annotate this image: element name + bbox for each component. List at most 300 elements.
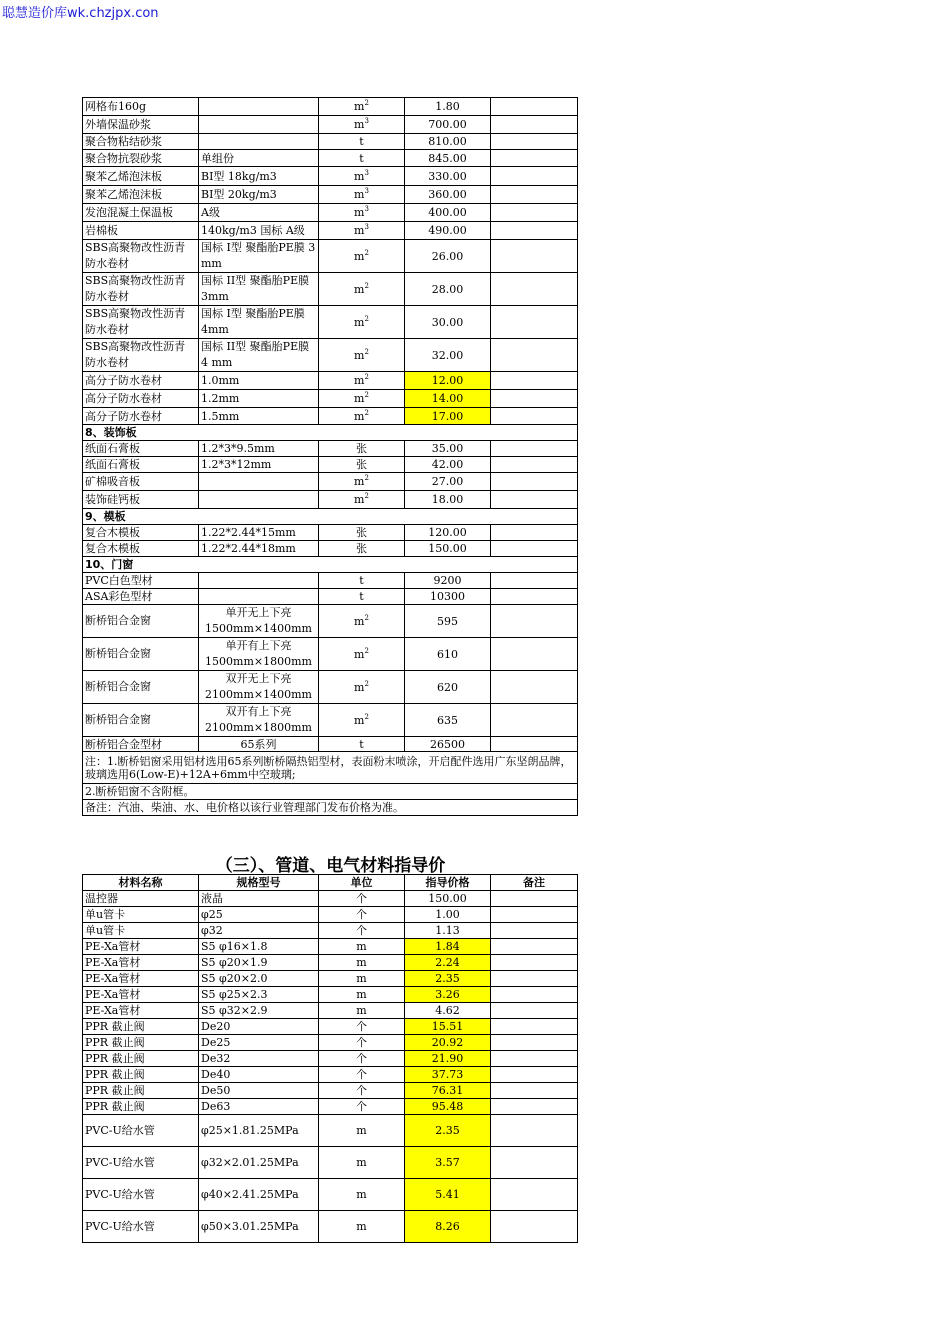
remark [491, 638, 578, 671]
material-name: 单u管卡 [83, 907, 199, 923]
price: 15.51 [405, 1019, 491, 1035]
material-name: 发泡混凝土保温板 [83, 204, 199, 222]
unit-exponent: 2 [364, 373, 369, 381]
unit-exponent: 3 [364, 205, 369, 213]
unit-text: m [354, 348, 365, 362]
price: 1.80 [405, 98, 491, 116]
unit-exponent: 2 [364, 391, 369, 399]
material-name: 断桥铝合金窗 [83, 638, 199, 671]
price: 28.00 [405, 273, 491, 306]
price: 620 [405, 671, 491, 704]
remark [491, 671, 578, 704]
remark [491, 186, 578, 204]
unit: 个 [319, 1035, 405, 1051]
unit-exponent: 2 [364, 679, 369, 688]
table-row [83, 273, 578, 306]
spec: De63 [199, 1099, 319, 1115]
table-row [83, 1179, 578, 1211]
unit: m [319, 971, 405, 987]
unit: m [319, 1211, 405, 1243]
remark [491, 923, 578, 939]
unit [319, 737, 405, 752]
unit-text: m [354, 224, 365, 237]
unit [319, 204, 405, 222]
material-name: PPR 截止阀 [83, 1099, 199, 1115]
remark [491, 306, 578, 339]
material-name: PE-Xa管材 [83, 987, 199, 1003]
unit: m [319, 1115, 405, 1147]
remark [491, 441, 578, 457]
remark [491, 955, 578, 971]
unit-exponent: 2 [364, 281, 369, 290]
unit-text: m [354, 680, 365, 694]
table-row [83, 1099, 578, 1115]
material-name: PVC白色型材 [83, 573, 199, 589]
header-remark: 备注 [491, 875, 578, 891]
table-header-row [83, 875, 578, 891]
price: 26500 [405, 737, 491, 752]
material-name: PPR 截止阀 [83, 1083, 199, 1099]
unit [319, 573, 405, 589]
section-label: 8、装饰板 [83, 425, 578, 441]
unit [319, 186, 405, 204]
table-row [83, 134, 578, 150]
table-row [83, 1019, 578, 1035]
material-name: 断桥铝合金窗 [83, 704, 199, 737]
spec: 65系列 [199, 737, 319, 752]
material-name: 岩棉板 [83, 222, 199, 240]
price: 5.41 [405, 1179, 491, 1211]
price: 27.00 [405, 473, 491, 491]
note-row [83, 784, 578, 800]
spec: De25 [199, 1035, 319, 1051]
unit-exponent: 3 [364, 187, 369, 195]
unit: 个 [319, 1099, 405, 1115]
remark [491, 473, 578, 491]
material-name: 聚苯乙烯泡沫板 [83, 186, 199, 204]
unit [319, 167, 405, 186]
remark [491, 987, 578, 1003]
remark [491, 525, 578, 541]
unit: m [319, 1003, 405, 1019]
table-row [83, 457, 578, 473]
spec: De40 [199, 1067, 319, 1083]
spec [199, 589, 319, 605]
unit: 个 [319, 891, 405, 907]
price: 150.00 [405, 891, 491, 907]
remark [491, 273, 578, 306]
spec [199, 491, 319, 509]
unit: m [319, 1147, 405, 1179]
spec: BI型 20kg/m3 [199, 186, 319, 204]
material-name: 纸面石膏板 [83, 441, 199, 457]
unit-exponent: 2 [364, 712, 369, 721]
watermark: 聪慧造价库wk.chzjpx.con [2, 6, 159, 21]
spec: φ25 [199, 907, 319, 923]
unit-text: 张 [356, 458, 367, 471]
unit [319, 116, 405, 134]
material-name: SBS高聚物改性沥青防水卷材 [83, 339, 199, 372]
material-name: 聚合物粘结砂浆 [83, 134, 199, 150]
price: 17.00 [405, 408, 491, 425]
price: 3.26 [405, 987, 491, 1003]
unit [319, 240, 405, 273]
remark [491, 408, 578, 425]
price: 1.84 [405, 939, 491, 955]
table-row [83, 907, 578, 923]
table-row [83, 339, 578, 372]
remark [491, 222, 578, 240]
price: 700.00 [405, 116, 491, 134]
material-name: PE-Xa管材 [83, 1003, 199, 1019]
price: 9200 [405, 573, 491, 589]
unit-text: m [354, 713, 365, 727]
price: 26.00 [405, 240, 491, 273]
unit-exponent: 2 [364, 492, 369, 500]
spec: 1.0mm [199, 372, 319, 390]
material-name: 单u管卡 [83, 923, 199, 939]
spec: De20 [199, 1019, 319, 1035]
table-row [83, 372, 578, 390]
price: 30.00 [405, 306, 491, 339]
table-row [83, 240, 578, 273]
unit: m [319, 987, 405, 1003]
spec: 1.22*2.44*15mm [199, 525, 319, 541]
unit-exponent: 2 [364, 408, 369, 417]
material-name: PPR 截止阀 [83, 1051, 199, 1067]
table-row [83, 987, 578, 1003]
spec: De32 [199, 1051, 319, 1067]
material-name: PVC-U给水管 [83, 1211, 199, 1243]
unit-text: m [354, 647, 365, 661]
table-row [83, 1115, 578, 1147]
unit-text: m [354, 392, 365, 405]
table-row [83, 525, 578, 541]
material-name: PPR 截止阀 [83, 1035, 199, 1051]
section-label: 10、门窗 [83, 557, 578, 573]
spec [199, 134, 319, 150]
spec: 1.2mm [199, 390, 319, 408]
price: 150.00 [405, 541, 491, 557]
table-row [83, 98, 578, 116]
spec: 单组份 [199, 150, 319, 167]
table-row [83, 1083, 578, 1099]
table-row [83, 408, 578, 425]
unit-text: m [354, 374, 365, 387]
note-text: 备注：汽油、柴油、水、电价格以该行业管理部门发布价格为准。 [83, 800, 578, 816]
note-text: 注：1.断桥铝窗采用铝材选用65系列断桥隔热铝型材，表面粉末喷涂，开启配件选用广东坚朗品牌，玻璃选用6(Low-E)+12A+6mm中空玻璃; [83, 752, 578, 784]
unit: 个 [319, 1051, 405, 1067]
unit-exponent: 2 [364, 613, 369, 622]
unit [319, 390, 405, 408]
price: 37.73 [405, 1067, 491, 1083]
unit-text: t [359, 151, 364, 165]
remark [491, 573, 578, 589]
remark [491, 1099, 578, 1115]
unit: m [319, 955, 405, 971]
table-row [83, 671, 578, 704]
price: 845.00 [405, 150, 491, 167]
table-row [83, 923, 578, 939]
unit-text: t [359, 135, 364, 148]
spec: φ40×2.41.25MPa [199, 1179, 319, 1211]
spec: A级 [199, 204, 319, 222]
unit [319, 98, 405, 116]
price: 14.00 [405, 390, 491, 408]
remark [491, 339, 578, 372]
unit [319, 306, 405, 339]
material-name: PVC-U给水管 [83, 1115, 199, 1147]
unit-text: m [354, 118, 365, 131]
spec [199, 98, 319, 116]
unit-text: m [354, 206, 365, 219]
remark [491, 167, 578, 186]
material-name: PE-Xa管材 [83, 971, 199, 987]
remark [491, 589, 578, 605]
spec: 国标 I型 聚酯胎PE膜 4mm [199, 306, 319, 339]
price: 1.13 [405, 923, 491, 939]
table-row [83, 222, 578, 240]
price: 42.00 [405, 457, 491, 473]
price: 610 [405, 638, 491, 671]
spec: 双开无上下亮2100mm×1400mm [199, 671, 319, 704]
table-row [83, 605, 578, 638]
material-name: 纸面石膏板 [83, 457, 199, 473]
remark [491, 737, 578, 752]
unit [319, 491, 405, 509]
table-row [83, 1067, 578, 1083]
remark [491, 372, 578, 390]
material-name: PE-Xa管材 [83, 939, 199, 955]
note-text: 2.断桥铝窗不含附框。 [83, 784, 578, 800]
spec: 1.22*2.44*18mm [199, 541, 319, 557]
price: 595 [405, 605, 491, 638]
unit-text: m [354, 249, 365, 263]
unit [319, 473, 405, 491]
material-name: 高分子防水卷材 [83, 390, 199, 408]
spec [199, 473, 319, 491]
price: 2.35 [405, 971, 491, 987]
spec: φ50×3.01.25MPa [199, 1211, 319, 1243]
table-row [83, 1051, 578, 1067]
unit [319, 704, 405, 737]
material-name: 温控器 [83, 891, 199, 907]
price: 360.00 [405, 186, 491, 204]
price: 1.00 [405, 907, 491, 923]
pipe-electrical-price-table [82, 874, 578, 1243]
unit-text: m [354, 169, 365, 183]
spec: S5 φ20×1.9 [199, 955, 319, 971]
remark [491, 116, 578, 134]
material-name: 复合木模板 [83, 541, 199, 557]
table-row [83, 1035, 578, 1051]
spec: 液晶 [199, 891, 319, 907]
unit-exponent: 2 [364, 347, 369, 356]
unit [319, 134, 405, 150]
materials-price-table [82, 97, 578, 816]
spec: φ32×2.01.25MPa [199, 1147, 319, 1179]
price: 330.00 [405, 167, 491, 186]
unit-exponent: 2 [364, 646, 369, 655]
unit [319, 457, 405, 473]
remark [491, 150, 578, 167]
unit [319, 589, 405, 605]
remark [491, 1147, 578, 1179]
price: 35.00 [405, 441, 491, 457]
section-row [83, 509, 578, 525]
unit: 个 [319, 1019, 405, 1035]
remark [491, 1067, 578, 1083]
table-row [83, 971, 578, 987]
remark [491, 1035, 578, 1051]
unit-exponent: 2 [364, 248, 369, 257]
unit [319, 441, 405, 457]
remark [491, 1083, 578, 1099]
table-row [83, 1003, 578, 1019]
unit: m [319, 939, 405, 955]
table-row [83, 1147, 578, 1179]
material-name: 断桥铝合金窗 [83, 671, 199, 704]
spec: 140kg/m3 国标 A级 [199, 222, 319, 240]
remark [491, 971, 578, 987]
spec: S5 φ32×2.9 [199, 1003, 319, 1019]
unit-text: t [359, 737, 364, 751]
unit [319, 541, 405, 557]
price: 120.00 [405, 525, 491, 541]
unit: m [319, 1179, 405, 1211]
material-name: ASA彩色型材 [83, 589, 199, 605]
unit: 个 [319, 907, 405, 923]
price: 4.62 [405, 1003, 491, 1019]
material-name: 高分子防水卷材 [83, 372, 199, 390]
unit-exponent: 2 [364, 99, 369, 107]
section-row [83, 425, 578, 441]
material-name: PPR 截止阀 [83, 1067, 199, 1083]
section-row [83, 557, 578, 573]
remark [491, 907, 578, 923]
spec: 国标 II型 聚酯胎PE膜 3mm [199, 273, 319, 306]
price: 12.00 [405, 372, 491, 390]
price: 8.26 [405, 1211, 491, 1243]
price: 635 [405, 704, 491, 737]
spec: 1.2*3*12mm [199, 457, 319, 473]
remark [491, 204, 578, 222]
spec: S5 φ25×2.3 [199, 987, 319, 1003]
spec: 国标 I型 聚酯胎PE膜 3 mm [199, 240, 319, 273]
remark [491, 134, 578, 150]
remark [491, 1211, 578, 1243]
spec: φ32 [199, 923, 319, 939]
unit [319, 372, 405, 390]
material-name: PVC-U给水管 [83, 1179, 199, 1211]
price: 400.00 [405, 204, 491, 222]
spec: 1.2*3*9.5mm [199, 441, 319, 457]
unit [319, 638, 405, 671]
remark [491, 1051, 578, 1067]
unit-text: m [354, 493, 365, 506]
remark [491, 541, 578, 557]
spec: S5 φ20×2.0 [199, 971, 319, 987]
price: 810.00 [405, 134, 491, 150]
material-name: PE-Xa管材 [83, 955, 199, 971]
material-name: 复合木模板 [83, 525, 199, 541]
table-row [83, 186, 578, 204]
table-row [83, 1211, 578, 1243]
material-name: SBS高聚物改性沥青防水卷材 [83, 273, 199, 306]
price: 10300 [405, 589, 491, 605]
unit-text: m [354, 614, 365, 628]
unit [319, 150, 405, 167]
table-row [83, 955, 578, 971]
material-name: 聚合物抗裂砂浆 [83, 150, 199, 167]
material-name: 网格布160g [83, 98, 199, 116]
table-row [83, 390, 578, 408]
price: 76.31 [405, 1083, 491, 1099]
price: 32.00 [405, 339, 491, 372]
unit [319, 408, 405, 425]
remark [491, 605, 578, 638]
spec: 单开有上下亮1500mm×1800mm [199, 638, 319, 671]
spec: φ25×1.81.25MPa [199, 1115, 319, 1147]
remark [491, 1003, 578, 1019]
table-row [83, 939, 578, 955]
unit-text: t [359, 590, 364, 603]
unit-text: 张 [356, 526, 367, 539]
material-name: 装饰硅钙板 [83, 491, 199, 509]
material-name: 断桥铝合金型材 [83, 737, 199, 752]
spec: 双开有上下亮2100mm×1800mm [199, 704, 319, 737]
section-label: 9、模板 [83, 509, 578, 525]
price: 20.92 [405, 1035, 491, 1051]
spec: S5 φ16×1.8 [199, 939, 319, 955]
price: 18.00 [405, 491, 491, 509]
material-name: 矿棉吸音板 [83, 473, 199, 491]
table-row [83, 150, 578, 167]
unit [319, 339, 405, 372]
material-name: 断桥铝合金窗 [83, 605, 199, 638]
unit-text: 张 [356, 442, 367, 455]
table-row [83, 704, 578, 737]
table-row [83, 737, 578, 752]
unit-text: t [359, 574, 364, 587]
price: 490.00 [405, 222, 491, 240]
table-row [83, 167, 578, 186]
unit: 个 [319, 923, 405, 939]
unit [319, 525, 405, 541]
unit-text: m [354, 188, 365, 201]
table-row [83, 541, 578, 557]
note-row [83, 752, 578, 784]
unit-exponent: 2 [364, 314, 369, 323]
remark [491, 939, 578, 955]
table-row [83, 306, 578, 339]
unit-exponent: 3 [364, 223, 369, 231]
header-name: 材料名称 [83, 875, 199, 891]
remark [491, 390, 578, 408]
note-row [83, 800, 578, 816]
remark [491, 1179, 578, 1211]
unit [319, 671, 405, 704]
material-name: SBS高聚物改性沥青防水卷材 [83, 240, 199, 273]
unit [319, 222, 405, 240]
remark [491, 457, 578, 473]
header-spec: 规格型号 [199, 875, 319, 891]
price: 2.24 [405, 955, 491, 971]
material-name: PVC-U给水管 [83, 1147, 199, 1179]
material-name: 聚苯乙烯泡沫板 [83, 167, 199, 186]
table-row [83, 589, 578, 605]
table-row [83, 891, 578, 907]
